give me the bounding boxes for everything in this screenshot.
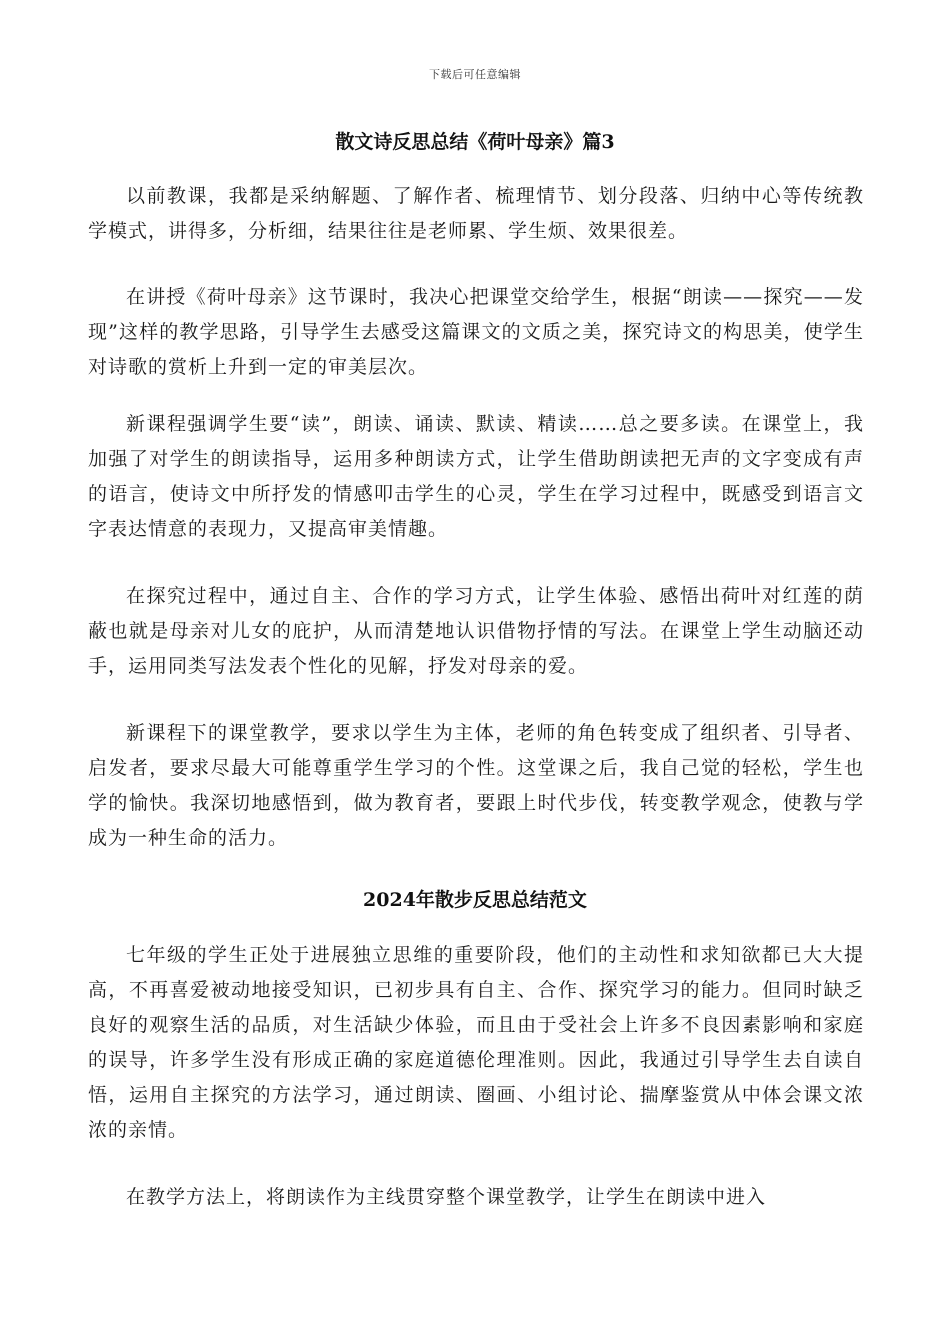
paragraph: 新课程下的课堂教学，要求以学生为主体，老师的角色转变成了组织者、引导者、启发者，要求尽最大可能尊重学生学习的个性。这堂课之后，我自己觉的轻松，学生也学的愉快。我深切地感悟到，做为教育者，要跟上时代步伐，转变教学观念，使教与学成为一种生命的活力。 <box>88 722 864 849</box>
page-header-note: 下载后可任意编辑 <box>429 68 521 81</box>
paragraph: 在教学方法上，将朗读作为主线贯穿整个课堂教学，让学生在朗读中进入 <box>126 1186 767 1208</box>
paragraph: 在探究过程中，通过自主、合作的学习方式，让学生体验、感悟出荷叶对红莲的荫蔽也就是母亲对儿女的庇护，从而清楚地认识借物抒情的写法。在课堂上学生动脑还动手，运用同类写法发表个性化的见解，抒发对母亲的爱。 <box>88 585 864 677</box>
section-title: 散文诗反思总结《荷叶母亲》篇3 <box>335 131 615 153</box>
section-title: 2024年散步反思总结范文 <box>363 889 587 911</box>
paragraph: 在讲授《荷叶母亲》这节课时，我决心把课堂交给学生，根据“朗读——探究——发现”这样的教学思路，引导学生去感受这篇课文的文质之美，探究诗文的构思美，使学生对诗歌的赏析上升到一定的审美层次。 <box>88 286 864 378</box>
paragraph: 新课程强调学生要“读”，朗读、诵读、默读、精读……总之要多读。在课堂上，我加强了对学生的朗读指导，运用多种朗读方式，让学生借助朗读把无声的文字变成有声的语言，使诗文中所抒发的情感叩击学生的心灵，学生在学习过程中，既感受到语言文字表达情意的表现力，又提高审美情趣。 <box>88 413 864 540</box>
paragraph: 以前教课，我都是采纳解题、了解作者、梳理情节、划分段落、归纳中心等传统教学模式，讲得多，分析细，结果往往是老师累、学生烦、效果很差。 <box>88 185 864 242</box>
paragraph: 七年级的学生正处于进展独立思维的重要阶段，他们的主动性和求知欲都已大大提高，不再喜爱被动地接受知识，已初步具有自主、合作、探究学习的能力。但同时缺乏良好的观察生活的品质，对生活缺少体验，而且由于受社会上许多不良因素影响和家庭的误导，许多学生没有形成正确的家庭道德伦理准则。因此，我通过引导学生去自读自悟，运用自主探究的方法学习，通过朗读、圈画、小组讨论、揣摩鉴赏从中体会课文浓浓的亲情。 <box>88 944 864 1141</box>
